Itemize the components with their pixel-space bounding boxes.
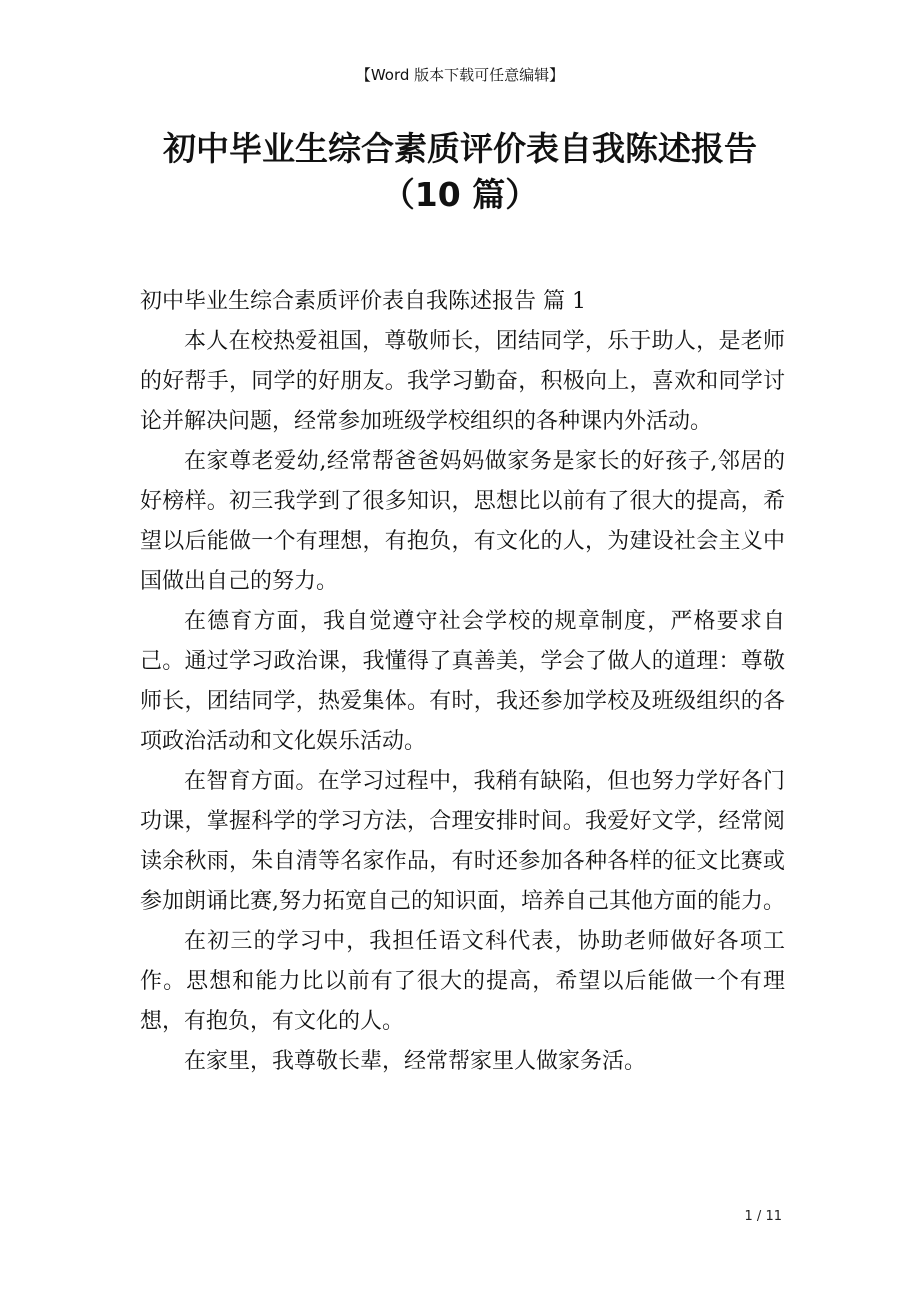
title-line-2: （10 篇）	[381, 175, 539, 214]
paragraph-2: 在家尊老爱幼,经常帮爸爸妈妈做家务是家长的好孩子,邻居的好榜样。初三我学到了很多知识，思想比以前有了很大的提高，希望以后能做一个有理想，有抱负，有文化的人，为建设社会主义中国做出自己的努力。	[140, 449, 785, 594]
paragraph-5: 在初三的学习中，我担任语文科代表，协助老师做好各项工作。思想和能力比以前有了很大的提高，希望以后能做一个有理想，有抱负，有文化的人。	[140, 929, 785, 1034]
page-number: 1 / 11	[744, 1209, 782, 1224]
download-banner: 【Word 版本下载可任意编辑】	[355, 66, 565, 84]
document-body	[140, 282, 785, 1082]
paragraph-6: 在家里，我尊敬长辈，经常帮家里人做家务活。	[184, 1049, 647, 1074]
document-title	[0, 126, 920, 218]
section-heading: 初中毕业生综合素质评价表自我陈述报告 篇 1	[140, 289, 586, 314]
title-line-1: 初中毕业生综合素质评价表自我陈述报告	[163, 129, 757, 168]
paragraph-4: 在智育方面。在学习过程中，我稍有缺陷，但也努力学好各门功课，掌握科学的学习方法，合理安排时间。我爱好文学，经常阅读余秋雨，朱自清等名家作品，有时还参加各种各样的征文比赛或参加朗诵比赛,努力拓宽自己的知识面，培养自己其他方面的能力。	[140, 769, 785, 914]
paragraph-1: 本人在校热爱祖国，尊敬师长，团结同学，乐于助人，是老师的好帮手，同学的好朋友。我学习勤奋，积极向上，喜欢和同学讨论并解决问题，经常参加班级学校组织的各种课内外活动。	[140, 329, 785, 434]
paragraph-3: 在德育方面，我自觉遵守社会学校的规章制度，严格要求自己。通过学习政治课，我懂得了真善美，学会了做人的道理：尊敬师长，团结同学，热爱集体。有时，我还参加学校及班级组织的各项政治活动和文化娱乐活动。	[140, 609, 785, 754]
